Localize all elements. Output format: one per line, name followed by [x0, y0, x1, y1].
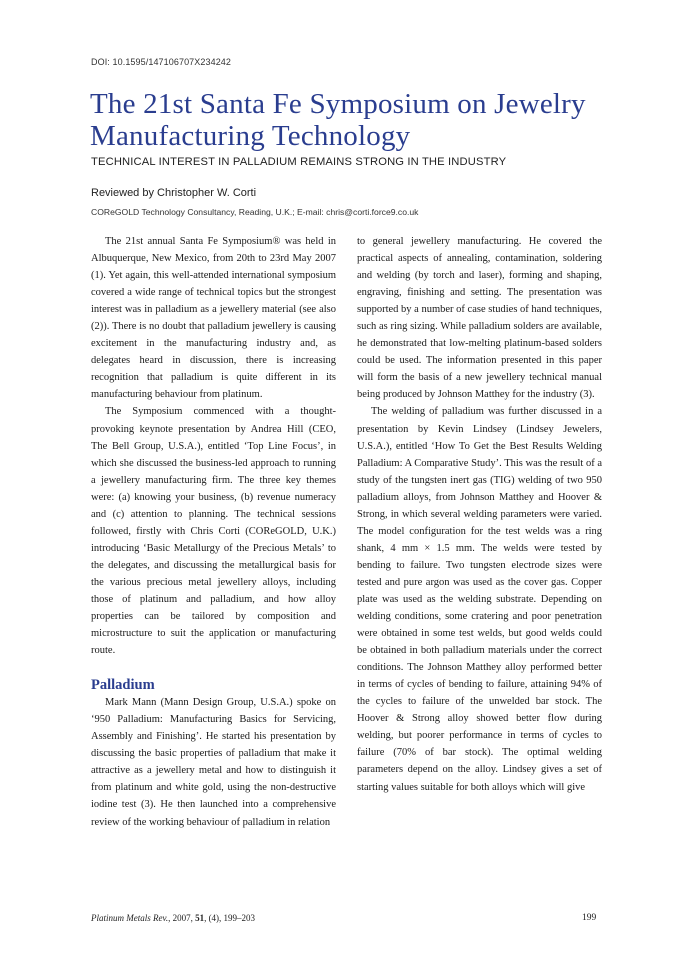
article-subtitle: TECHNICAL INTEREST IN PALLADIUM REMAINS STRONG IN THE INDUSTRY: [91, 156, 507, 168]
citation-volume: 51: [195, 913, 205, 923]
doi-label: DOI: 10.1595/147106707X234242: [91, 57, 232, 67]
body-paragraph: The Symposium commenced with a thought-provoking keynote presentation by Andrea Hill (CEO, The Bell Group, U.S.A.), entitled ‘Top Line Focus’, in which she discussed the business-led approach to running a jewellery manufacturing firm. The three key themes were: (a) knowing your business, (b) revenue numeracy and (c) attention to planning. The technical sessions followed, firstly with Chris Corti (COReGOLD, U.K.) introducing ‘Basic Metallurgy of the Precious Metals’ to the delegates, and discussing the metallurgical basis for the various precious metal jewellery alloys, including those of platinum and palladium, and how alloy properties can be tailored by composition and microstructure to suit the application or manufacturing route.: [91, 406, 336, 657]
citation-pages: , (4), 199–203: [204, 913, 256, 923]
section-heading-palladium: Palladium: [91, 677, 155, 694]
body-paragraph: The 21st annual Santa Fe Symposium® was held in Albuquerque, New Mexico, from 20th to 23rd May 2007 (1). Yet again, this well-attended international symposium covered a wide range of technical topics but the strongest interest was in palladium as a jewellery material (see also (2)). There is no doubt that palladium jewellery is causing excitement in the manufacturing industry and, as delegates heard in discussion, there is increasing recognition that palladium is quite different in its manufacturing behaviour from platinum.: [91, 236, 336, 401]
affiliation-line: COReGOLD Technology Consultancy, Reading, U.K.; E-mail: chris@corti.force9.co.uk: [91, 207, 419, 217]
reviewer-line: Reviewed by Christopher W. Corti: [91, 187, 257, 199]
body-paragraph-continued: to general jewellery manufacturing. He covered the practical aspects of annealing, contamination, soldering and welding (by torch and laser), forming and shaping, engraving, finishing and setting. The presentation was supported by a number of case studies of hand techniques, such as ring sizing. While palladium solders are available, he demonstrated that low-melting platinum-based solders could be used. The information presented in this paper will form the basis of a new jewellery technical manual being produced by Johnson Matthey for the industry (3).: [357, 236, 602, 401]
article-title: The 21st Santa Fe Symposium on Jewelry Manufacturing Technology: [90, 88, 586, 152]
left-column: [91, 233, 336, 831]
page-number: 199: [582, 913, 597, 923]
journal-name: Platinum Metals Rev.: [91, 913, 169, 923]
body-paragraph: The welding of palladium was further discussed in a presentation by Kevin Lindsey (Lindsey Jewelers, U.S.A.), entitled ‘How To Get the Best Results Welding Palladium: A Comparative Study’. This was the result of a study of the tungsten inert gas (TIG) welding of two 950 palladium alloys, from Johnson Matthey and Hoover & Strong, in which several welding parameters were varied. The model configuration for the test welds was a ring shank, 4 mm × 1.5 mm. The welds were tested by bending to failure. Two tungsten electrode sizes were tested and pure argon was used as the cover gas. Copper plate was used as the welding substrate. Depending on welding conditions, some cratering and poor penetration were obtained in some test welds, but good welds could be obtained in both palladium materials under the correct conditions. The Johnson Matthey alloy performed better in terms of cycles of bending to failure, attaining 94% of the cycles to failure of the unwelded bar stock. The Hoover & Strong alloy showed better flow during welding, but poorer performance in terms of cycles to failure (70% of bar stock). The optimal welding parameters depend on the alloy. Lindsey gives a set of starting values suitable for both alloys which will give: [357, 406, 602, 793]
journal-citation: [91, 913, 255, 923]
body-paragraph: Mark Mann (Mann Design Group, U.S.A.) spoke on ‘950 Palladium: Manufacturing Basics for Servicing, Assembly and Finishing’. He started his presentation by discussing the basic properties of palladium that make it attractive as a jewellery metal and how to distinguish it from platinum and white gold, using the non-destructive iodine test (3). He then launched into a comprehensive review of the working behaviour of palladium in relation: [91, 697, 336, 828]
right-column: [357, 233, 602, 796]
citation-year: , 2007,: [168, 913, 196, 923]
